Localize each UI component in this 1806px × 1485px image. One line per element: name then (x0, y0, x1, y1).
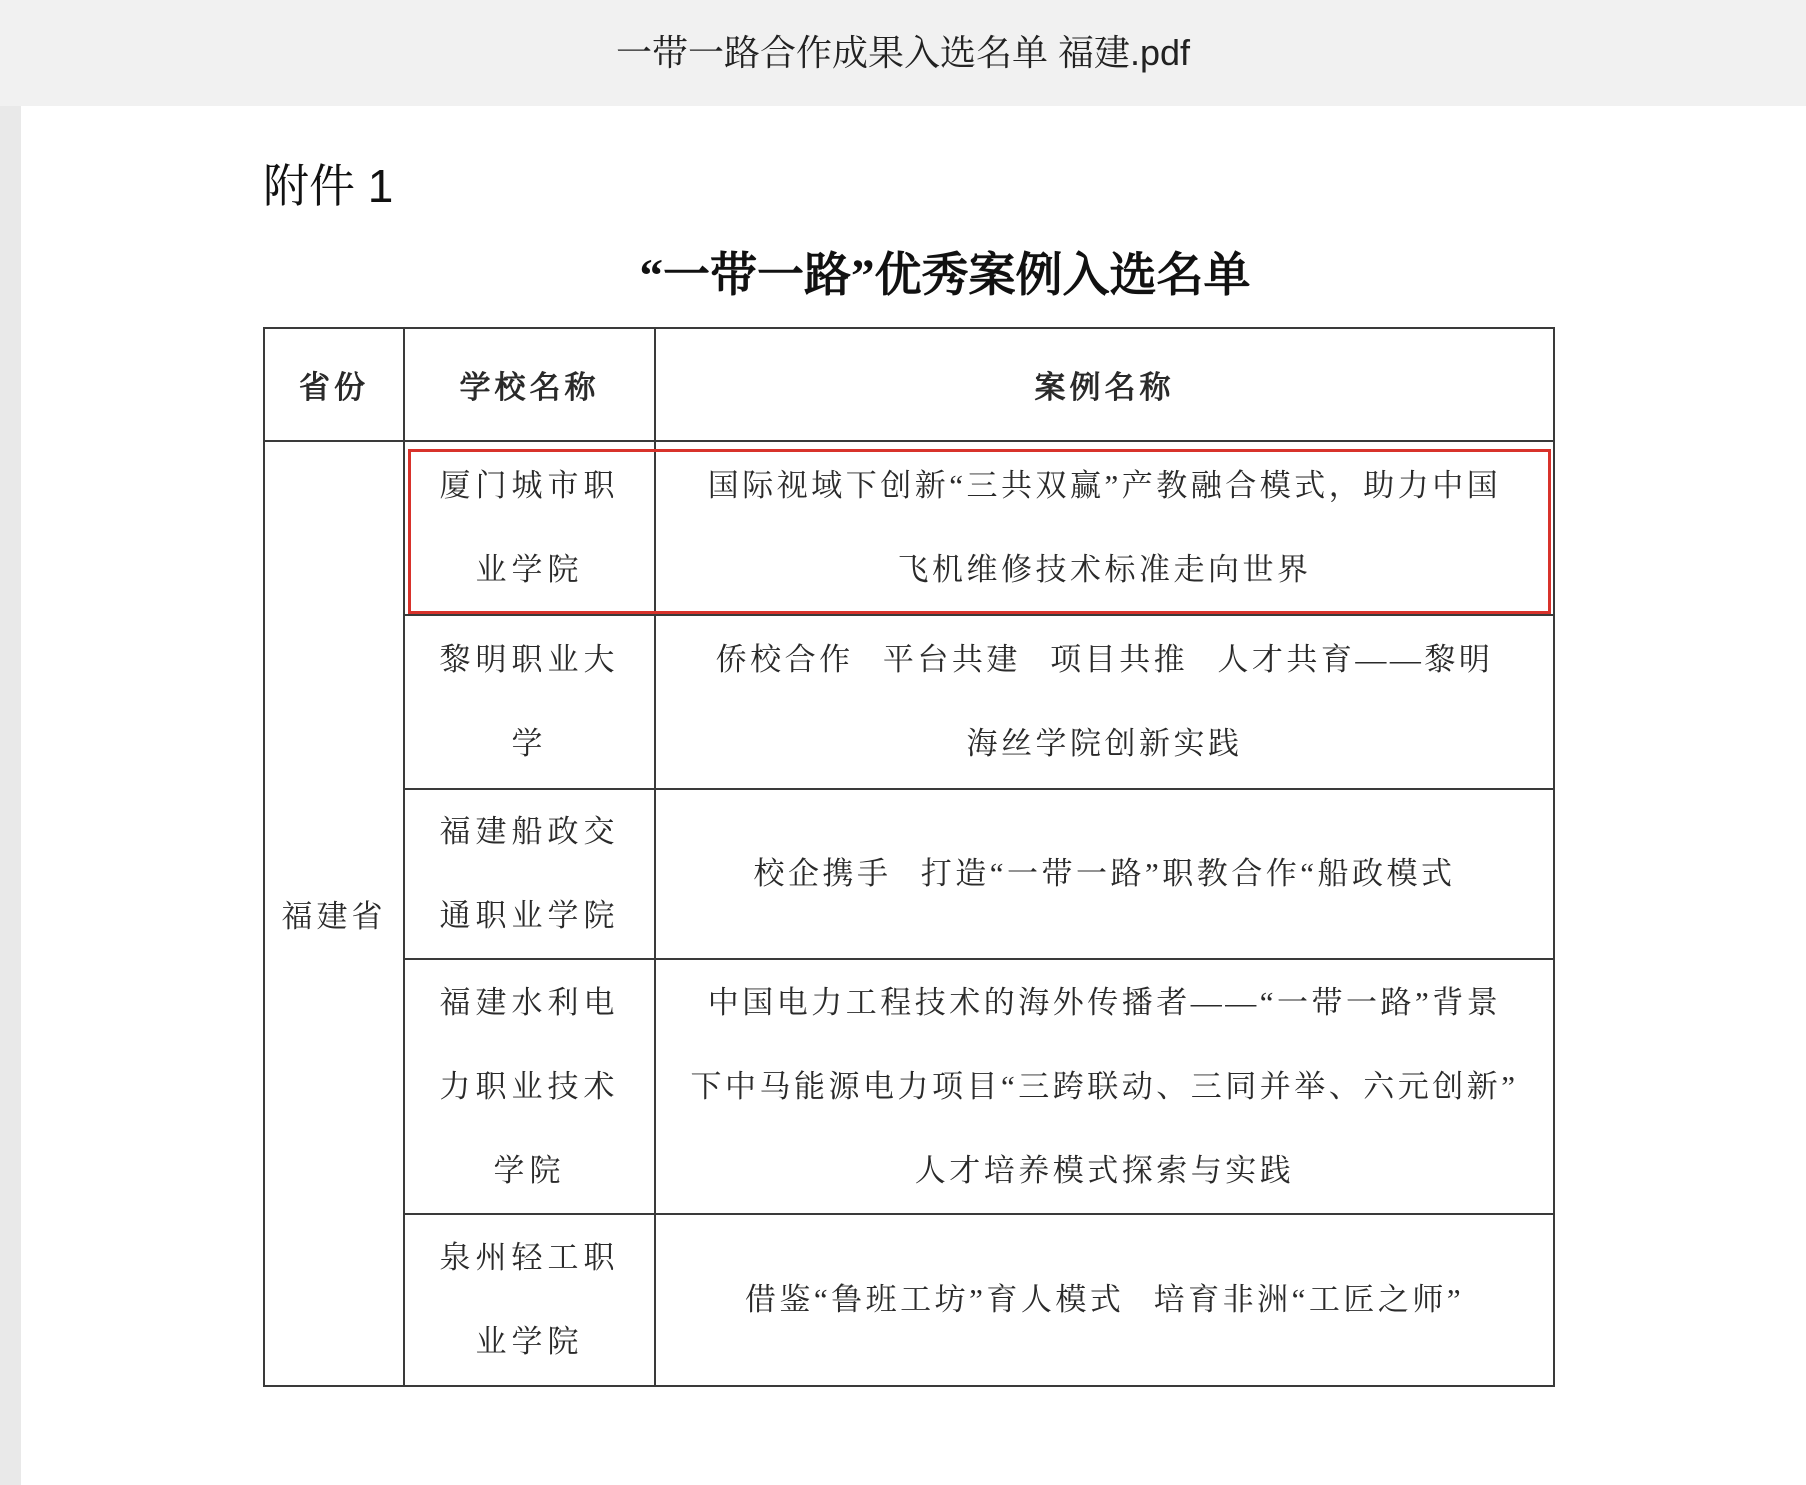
table-header-row (264, 328, 1554, 441)
file-name-title: 一带一路合作成果入选名单 福建.pdf (615, 32, 1191, 73)
table-row (264, 615, 1554, 789)
case-name-line: 下中马能源电力项目“三跨联动、三同并举、六元创新” (690, 1068, 1519, 1104)
case-name-line: 人才培养模式探索与实践 (914, 1152, 1295, 1188)
school-name-cell (404, 615, 655, 789)
attachment-label: 附件 1 (263, 160, 394, 212)
case-name-line: 校企携手 打造“一带一路”职教合作“船政模式 (753, 856, 1456, 891)
case-name-cell (655, 959, 1554, 1214)
school-name-line: 业学院 (475, 1324, 584, 1359)
viewer-title-bar (0, 0, 1806, 106)
school-name-line: 福建水利电 (439, 984, 620, 1020)
school-name-cell (404, 1214, 655, 1386)
case-name-line: 飞机维修技术标准走向世界 (897, 552, 1312, 587)
case-name-line: 中国电力工程技术的海外传播者——“一带一路”背景 (707, 984, 1502, 1020)
case-name-cell (655, 441, 1554, 615)
school-name-line: 福建船政交 (439, 814, 620, 849)
case-name-line: 侨校合作 平台共建 项目共推 人才共育——黎明 (715, 642, 1494, 677)
table-row (264, 441, 1554, 615)
school-name-line: 业学院 (475, 552, 584, 587)
table-row (264, 959, 1554, 1214)
school-name-line: 力职业技术 (439, 1068, 620, 1104)
table-row (264, 789, 1554, 959)
page-gutter (0, 106, 21, 1485)
province-cell: 福建省 (264, 441, 404, 1386)
case-name-line: 国际视域下创新“三共双赢”产教融合模式，助力中国 (707, 468, 1502, 503)
header-case-name: 案例名称 (655, 328, 1554, 441)
table-row (264, 1214, 1554, 1386)
case-name-cell (655, 1214, 1554, 1386)
document-title: “一带一路”优秀案例入选名单 (639, 250, 1251, 302)
school-name-line: 学院 (493, 1152, 566, 1188)
selection-list-table (263, 327, 1555, 1387)
case-name-cell (655, 615, 1554, 789)
school-name-line: 黎明职业大 (439, 642, 620, 677)
school-name-line: 通职业学院 (439, 898, 620, 933)
case-name-line: 海丝学院创新实践 (966, 726, 1243, 761)
school-name-line: 学 (511, 726, 548, 761)
school-name-cell (404, 789, 655, 959)
header-province: 省份 (264, 328, 404, 441)
school-name-cell (404, 959, 655, 1214)
school-name-cell (404, 441, 655, 615)
school-name-line: 泉州轻工职 (439, 1240, 620, 1275)
case-name-line: 借鉴“鲁班工坊”育人模式 培育非洲“工匠之师” (744, 1282, 1465, 1317)
header-school-name: 学校名称 (404, 328, 655, 441)
case-name-cell (655, 789, 1554, 959)
school-name-line: 厦门城市职 (439, 468, 620, 503)
